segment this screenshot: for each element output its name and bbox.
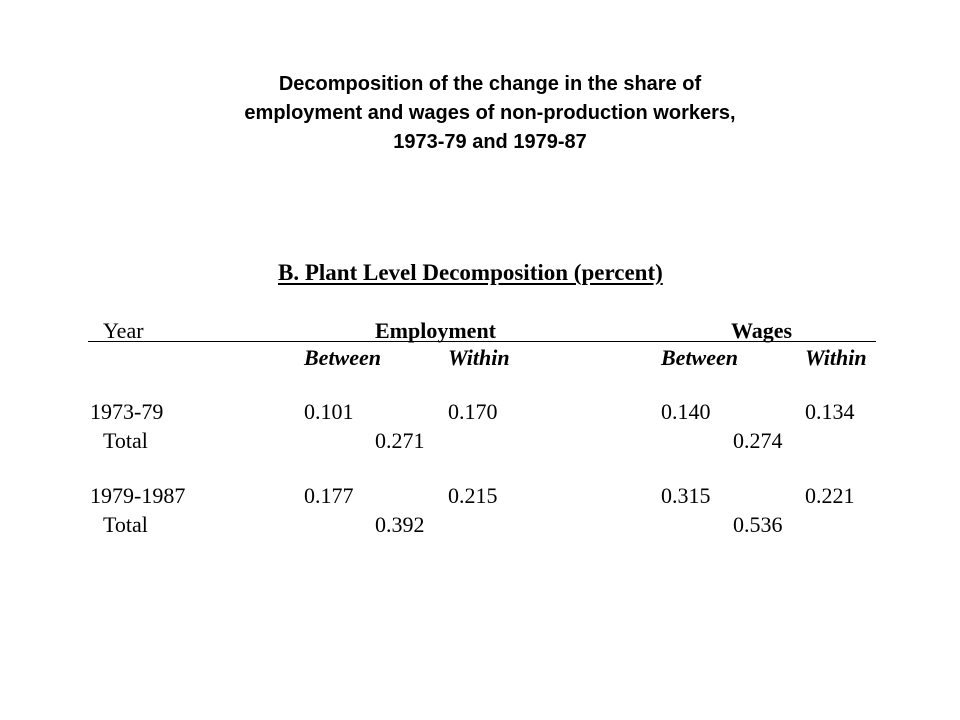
header-rule: [88, 341, 876, 342]
cell-wage-total-1973-79: 0.274: [733, 428, 783, 453]
row-total-label-1979-1987: Total: [103, 512, 148, 537]
cell-wage-total-1979-1987: 0.536: [733, 512, 783, 537]
cell-emp-within-1979-1987: 0.215: [448, 483, 498, 508]
cell-emp-total-1979-1987: 0.392: [375, 512, 425, 537]
cell-emp-between-1973-79: 0.101: [304, 399, 354, 424]
slide-title-line-2: employment and wages of non-production workers,: [244, 102, 736, 124]
cell-wage-between-1979-1987: 0.315: [661, 483, 711, 508]
wages-within-header: Within: [805, 345, 867, 370]
employment-header: Employment: [375, 318, 496, 343]
row-period-1979-1987: 1979-1987: [90, 483, 186, 508]
employment-between-header: Between: [304, 345, 381, 370]
cell-emp-between-1979-1987: 0.177: [304, 483, 354, 508]
cell-emp-within-1973-79: 0.170: [448, 399, 498, 424]
employment-within-header: Within: [448, 345, 510, 370]
cell-wage-within-1973-79: 0.134: [805, 399, 855, 424]
row-period-1973-79: 1973-79: [90, 399, 164, 424]
cell-emp-total-1973-79: 0.271: [375, 428, 425, 453]
wages-between-header: Between: [661, 345, 738, 370]
slide-title: [130, 70, 850, 157]
wages-header: Wages: [731, 318, 793, 343]
table-title: B. Plant Level Decomposition (percent): [278, 260, 663, 285]
row-total-label-1973-79: Total: [103, 428, 148, 453]
slide-title-line-1: Decomposition of the change in the share of: [278, 73, 702, 95]
cell-wage-within-1979-1987: 0.221: [805, 483, 855, 508]
year-header: Year: [103, 318, 144, 343]
slide-title-line-3: 1973-79 and 1979-87: [393, 131, 587, 153]
cell-wage-between-1973-79: 0.140: [661, 399, 711, 424]
